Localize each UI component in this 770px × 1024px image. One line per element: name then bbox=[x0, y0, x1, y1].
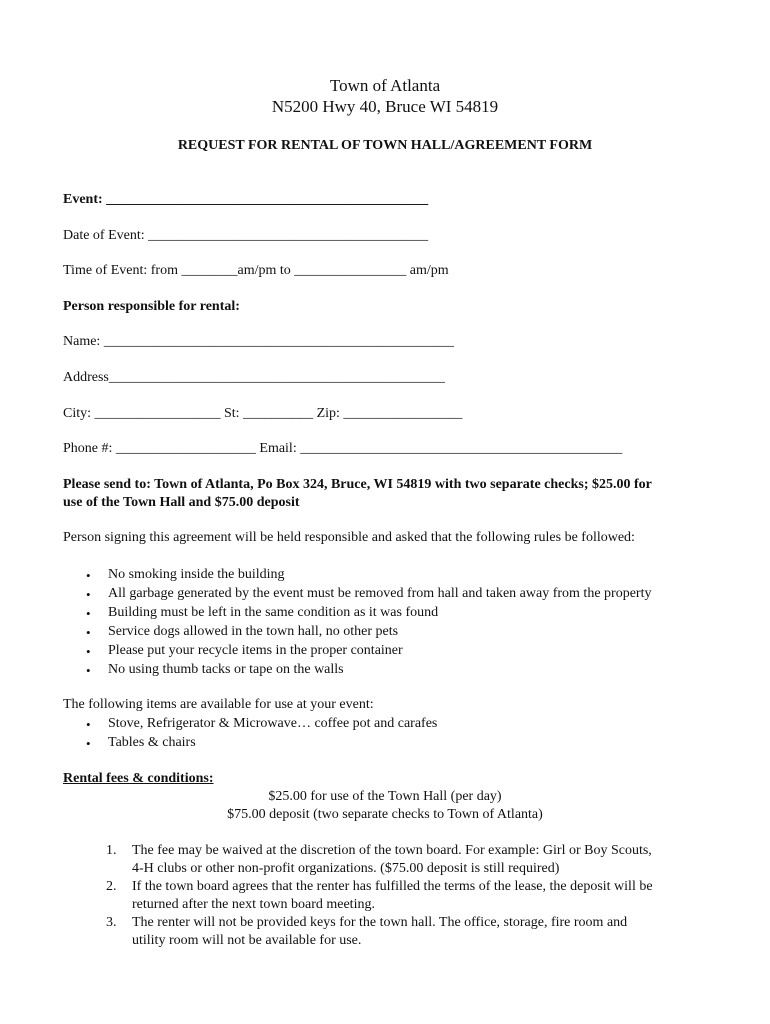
condition-line: The fee may be waived at the discretion of the town board. For example: Girl or Boy Scouts, bbox=[132, 843, 652, 858]
bullet: • bbox=[86, 736, 91, 751]
item-entry: Stove, Refrigerator & Microwave… coffee pot and carafes bbox=[108, 716, 438, 731]
condition-line: utility room will not be available for use. bbox=[132, 933, 362, 948]
rule-item: Please put your recycle items in the proper container bbox=[108, 643, 403, 658]
date-field[interactable]: Date of Event: ________________________________________ bbox=[63, 228, 429, 243]
fee-hall: $25.00 for use of the Town Hall (per day) bbox=[268, 789, 502, 804]
bullet: • bbox=[86, 644, 91, 659]
condition-number: 3. bbox=[106, 915, 117, 930]
condition-line: returned after the next town board meeting. bbox=[132, 897, 375, 912]
bullet: • bbox=[86, 568, 91, 583]
bullet: • bbox=[86, 606, 91, 621]
name-field[interactable]: Name: __________________________________________________ bbox=[63, 334, 454, 349]
bullet: • bbox=[86, 717, 91, 732]
phone-email-field[interactable]: Phone #: ____________________ Email: ______________________________________________ bbox=[63, 441, 623, 456]
form-title: REQUEST FOR RENTAL OF TOWN HALL/AGREEMENT FORM bbox=[177, 138, 593, 153]
condition-number: 1. bbox=[106, 843, 117, 858]
rule-item: All garbage generated by the event must be removed from hall and taken away from the property bbox=[108, 586, 652, 601]
condition-number: 2. bbox=[106, 879, 117, 894]
rule-item: Building must be left in the same condition as it was found bbox=[108, 605, 439, 620]
bullet: • bbox=[86, 587, 91, 602]
person-heading: Person responsible for rental: bbox=[63, 299, 240, 314]
condition-line: The renter will not be provided keys for the town hall. The office, storage, fire room and bbox=[132, 915, 628, 930]
bullet: • bbox=[86, 663, 91, 678]
rule-item: No smoking inside the building bbox=[108, 567, 285, 582]
address-field[interactable]: Address________________________________________________ bbox=[63, 370, 445, 385]
send-line-1: Please send to: Town of Atlanta, Po Box 324, Bruce, WI 54819 with two separate checks; $25.00 for bbox=[63, 477, 652, 492]
rule-item: No using thumb tacks or tape on the walls bbox=[108, 662, 344, 677]
bullet: • bbox=[86, 625, 91, 640]
event-field[interactable]: Event: ______________________________________________ bbox=[63, 192, 429, 207]
item-entry: Tables & chairs bbox=[108, 735, 196, 750]
city-st-zip-field[interactable]: City: __________________ St: __________ Zip: _________________ bbox=[63, 406, 463, 421]
condition-line: If the town board agrees that the renter has fulfilled the terms of the lease, the deposit will be bbox=[132, 879, 653, 894]
org-name: Town of Atlanta bbox=[329, 76, 441, 95]
agreement-intro: Person signing this agreement will be held responsible and asked that the following rules be followed: bbox=[63, 530, 635, 545]
send-line-2: use of the Town Hall and $75.00 deposit bbox=[63, 495, 300, 510]
rule-item: Service dogs allowed in the town hall, no other pets bbox=[108, 624, 399, 639]
condition-line: 4-H clubs or other non-profit organizations. ($75.00 deposit is still required) bbox=[132, 861, 560, 876]
fee-deposit: $75.00 deposit (two separate checks to Town of Atlanta) bbox=[227, 807, 543, 822]
fees-heading: Rental fees & conditions: bbox=[63, 771, 214, 786]
org-address: N5200 Hwy 40, Bruce WI 54819 bbox=[271, 97, 499, 116]
items-intro: The following items are available for use at your event: bbox=[63, 697, 374, 712]
time-field[interactable]: Time of Event: from ________am/pm to ________________ am/pm bbox=[63, 263, 449, 278]
